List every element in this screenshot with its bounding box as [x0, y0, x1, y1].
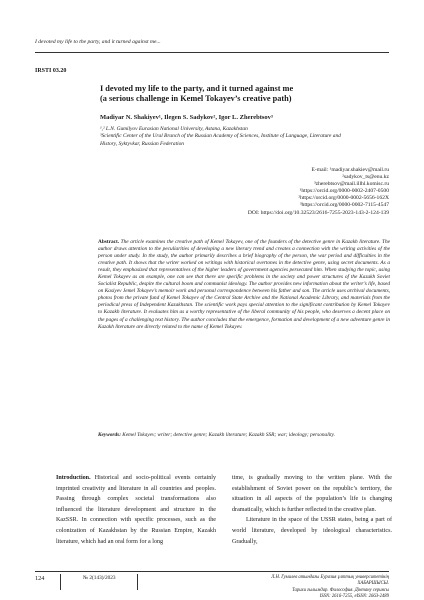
abstract — [98, 239, 390, 331]
affiliation-1: ¹,² L.N. Gumilyov Eurasian National University, Astana, Kazakhstan — [100, 126, 248, 132]
keywords-label: Keywords: — [98, 432, 121, 438]
journal-info — [241, 575, 389, 600]
journal-issn: ISSN: 2616-7255, eISSN: 2663-2489 — [319, 593, 389, 599]
body-column-right — [232, 473, 392, 547]
body-paragraph-3: Literature in the space of the USSR states, being a part of world literature, developed by ideological characteristics. Gradually, — [232, 517, 392, 545]
issue-number: № 2(143)/2023 — [83, 575, 116, 581]
affiliations — [100, 126, 350, 148]
contacts-block — [149, 167, 389, 217]
title-line-2: (a serious challenge in Kemel Tokayev’s creative path) — [100, 94, 292, 104]
abstract-label: Abstract. — [98, 239, 120, 245]
irsti-code: IRSTI 03.20 — [35, 68, 67, 74]
footer-divider — [60, 574, 61, 590]
header-rule — [35, 52, 389, 53]
keywords-text: Kemel Tokayev; writer; detective genre; Kazakh literature; Kazakh SSR; war; ideology; personality. — [122, 432, 335, 438]
body-column-left — [56, 473, 216, 547]
doi-link[interactable]: DOI: https://doi.org/10.32523/2616-7255-2023-143-2-124-139 — [247, 209, 389, 216]
introduction-heading: Introduction. — [56, 475, 91, 481]
orcid-link-3[interactable]: ³https://orcid.org/0000-0002-7115-4547 — [299, 202, 389, 209]
running-head: I devoted my life to the party, and it turned against me... — [35, 39, 161, 45]
authors: Madiyar N. Shakiyev¹, Ilegen S. Sadykov², Igor L. Zherebtsov³ — [100, 114, 273, 121]
affiliation-2: ³Scientific Center of the Ural Branch of the Russian Academy of Sciences, Institute of Language, Literature and History, Syktyvkar, Russian Federation — [100, 133, 341, 147]
orcid-link-2[interactable]: ²https://orcid.org/0000-0002-5656-162X — [298, 195, 389, 202]
journal-series: Тарихи ғылымдар. Философия. Дінтану сериясы — [292, 587, 389, 593]
keywords — [98, 432, 390, 439]
body-paragraph-1: Historical and socio-political events certainly imprinted creativity and literature in all countries and peoples. Passing through complex societal transformations also influenced the literature development and structure in the KazSSR. In connection with specific processes, such as the colonization of Kazakhstan by the Russian Empire, Kazakh literature, which had an oral form for a long — [56, 475, 216, 545]
contact-email-2[interactable]: ²sadykov_ts@enu.kz — [342, 174, 389, 181]
orcid-link-1[interactable]: ¹https://orcid.org/0000-0002-2407-0500 — [299, 188, 389, 195]
contact-email-1[interactable]: E-mail: ¹madiyar.shakiev@mail.ru — [311, 167, 389, 173]
page-number: 124 — [35, 575, 45, 582]
article-title — [100, 84, 360, 104]
body-paragraph-2: time, is gradually moving to the written plane. With the establishment of Soviet power on the republic’s territory, the situation in all aspects of the population’s life is changing dramatically, which is further reflected in the creative plan. — [232, 475, 392, 513]
footer-rule — [35, 571, 389, 572]
footer-divider-2 — [137, 574, 138, 590]
abstract-text: The article examines the creative path of Kemel Tokayev, one of the founders of the detective genre in Kazakh literature. The author draws attention to the peculiarities of developing a new literary trend and creates a connection with the writing activities of the person under study. In the study, the author primarily describes a brief biography of the person, the war period and difficulties in the creative path. It shows that the writer worked on writings with historical overtones in the detective genre, using secret documents. As a result, they emphasized that representatives of the higher leaders of government agencies persecuted him. When studying the topic, using Kemel Tokayev as an example, one can see that there are specific problems in the society and power structures of the Kazakh Soviet Socialist Republic, despite the cultural boom and communist ideology. The author provides new information about the writer’s life, based on Kasiyev Jemel Tokayev’s memoir work and personal correspondence between his father and son. The article uses archival documents, photos from the private fund of Kemel Tokayev of the Central State Archive and the National Academic Library, and materials from the periodical press of Independent Kazakhstan. The scientific work pays special attention to the significant contribution by Kemel Tokayev to Kazakh literature. It evaluates him as a worthy representative of the liberal community of his people, who deserves a decent place on the pages of a challenging text history. The author concludes that the emergence, formation and development of a new adventure genre in Kazakh literature are directly related to the name of Kemel Tokayev. — [98, 239, 391, 330]
title-line-1: I devoted my life to the party, and it turned against me — [100, 84, 294, 93]
contact-email-3[interactable]: ³zherebtsov@mail.illhl.komisc.ru — [313, 181, 389, 188]
journal-name: Л.Н. Гумилев атындағы Еуразия ұлттық университетінің ХАБАРШЫСЫ. — [271, 575, 389, 587]
